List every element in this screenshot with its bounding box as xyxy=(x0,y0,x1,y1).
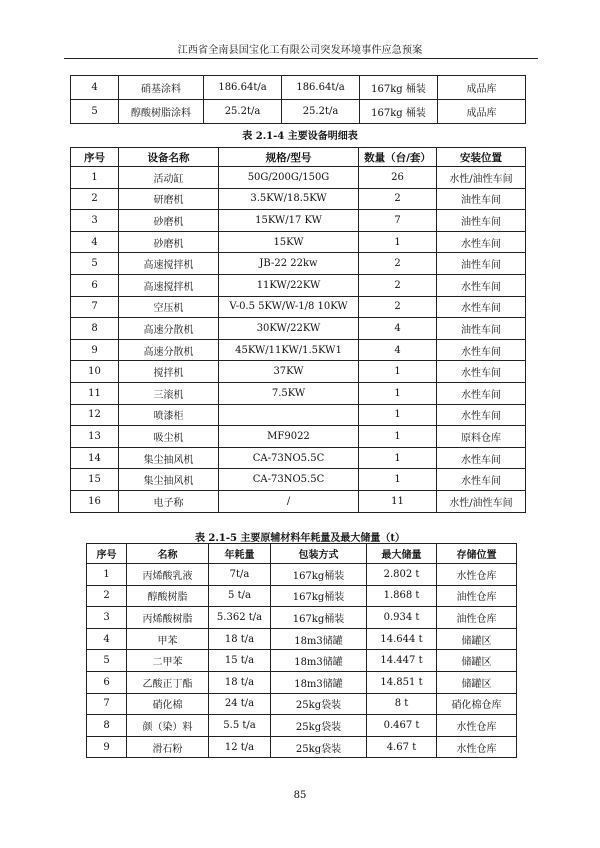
table-cell: 7 xyxy=(359,210,437,232)
table-row xyxy=(71,426,526,448)
table-row xyxy=(71,339,526,361)
table-cell: 2 xyxy=(359,253,437,275)
table-cell: 储罐区 xyxy=(437,650,517,672)
table-cell: V-0.5 5KW/W-1/8 10KW xyxy=(219,296,359,318)
table-cell: 油性车间 xyxy=(437,253,526,275)
table-cell: 水性仓库 xyxy=(437,715,517,737)
table-cell: 1 xyxy=(87,564,127,586)
table-cell: 高速分散机 xyxy=(119,318,219,340)
table-row xyxy=(71,404,526,426)
table-cell: 6 xyxy=(71,274,119,296)
table-cell: 16 xyxy=(71,490,119,512)
table-cell: 油性车间 xyxy=(437,318,526,340)
table-row xyxy=(87,650,517,672)
table-cell: 8 xyxy=(71,318,119,340)
table-cell: 1 xyxy=(359,361,437,383)
table-row xyxy=(71,188,526,210)
table-cell: 高速搅拌机 xyxy=(119,274,219,296)
page-number: 85 xyxy=(293,790,307,801)
table-row xyxy=(71,231,526,253)
table-cell: 水性车间 xyxy=(437,447,526,469)
table-cell: 醇酸树脂 xyxy=(127,585,209,607)
column-header: 安装位置 xyxy=(437,148,526,167)
table-cell: 1 xyxy=(359,404,437,426)
column-header: 序号 xyxy=(71,148,119,167)
table-cell: 25kg袋装 xyxy=(271,715,367,737)
table-cell: 9 xyxy=(87,736,127,758)
materials-table-continued xyxy=(70,75,526,124)
raw-materials-table xyxy=(86,543,517,758)
table-cell: 5 xyxy=(71,100,119,124)
table-cell: 储罐区 xyxy=(437,628,517,650)
table-cell: 1 xyxy=(359,447,437,469)
table-cell: 18 t/a xyxy=(209,628,271,650)
table-cell: 研磨机 xyxy=(119,188,219,210)
table-cell: 3 xyxy=(87,607,127,629)
table-cell: 1 xyxy=(359,382,437,404)
table-cell: 2 xyxy=(359,188,437,210)
table-cell: 11KW/22KW xyxy=(219,274,359,296)
table-cell: 1 xyxy=(71,167,119,189)
table-cell: 4 xyxy=(359,339,437,361)
table-cell: 集尘抽风机 xyxy=(119,469,219,491)
table-cell: 二甲苯 xyxy=(127,650,209,672)
table-cell: 4 xyxy=(71,231,119,253)
table-cell: 1 xyxy=(359,469,437,491)
table-cell: 25kg袋装 xyxy=(271,693,367,715)
column-header: 规格/型号 xyxy=(219,148,359,167)
table-cell: CA-73NO5.5C xyxy=(219,469,359,491)
table-cell: 18m3储罐 xyxy=(271,628,367,650)
table-cell: 167kg桶装 xyxy=(271,585,367,607)
table-cell: 硝化棉 xyxy=(127,693,209,715)
table-cell: 丙烯酸乳液 xyxy=(127,564,209,586)
column-header: 最大储量 xyxy=(367,544,437,564)
table-cell: 水性车间 xyxy=(437,231,526,253)
table-cell: 14.447 t xyxy=(367,650,437,672)
table-cell: 8 t xyxy=(367,693,437,715)
table-cell: 水性车间 xyxy=(437,469,526,491)
table-cell: 4 xyxy=(359,318,437,340)
table-row xyxy=(71,253,526,275)
table-cell: 砂磨机 xyxy=(119,210,219,232)
table-cell: 24 t/a xyxy=(209,693,271,715)
table-cell: 14.851 t xyxy=(367,671,437,693)
table-row xyxy=(87,671,517,693)
table-cell: 集尘抽风机 xyxy=(119,447,219,469)
table-cell: 14.644 t xyxy=(367,628,437,650)
table-cell: 2 xyxy=(359,296,437,318)
table-cell: 水性车间 xyxy=(437,274,526,296)
table-row xyxy=(71,296,526,318)
table-row xyxy=(87,693,517,715)
column-header: 数量（台/套） xyxy=(359,148,437,167)
table-cell: 水性车间 xyxy=(437,339,526,361)
table-cell: 167kg 桶装 xyxy=(360,76,438,100)
table-cell: 5 t/a xyxy=(209,585,271,607)
table-row xyxy=(87,607,517,629)
column-header: 设备名称 xyxy=(119,148,219,167)
table-cell: 0.934 t xyxy=(367,607,437,629)
table-cell: 12 xyxy=(71,404,119,426)
table-cell: 电子称 xyxy=(119,490,219,512)
table-cell: 25kg袋装 xyxy=(271,736,367,758)
table-cell: 滑石粉 xyxy=(127,736,209,758)
table-cell: 186.64t/a xyxy=(204,76,282,100)
table-cell: 硝化棉仓库 xyxy=(437,693,517,715)
table-cell: 14 xyxy=(71,447,119,469)
table-row xyxy=(71,274,526,296)
table-cell: 硝基涂料 xyxy=(119,76,204,100)
table-cell: 水性/油性车间 xyxy=(437,490,526,512)
table-cell: 3 xyxy=(71,210,119,232)
table-cell: 45KW/11KW/1.5KW1 xyxy=(219,339,359,361)
column-header: 包装方式 xyxy=(271,544,367,564)
table-cell: 167kg 桶装 xyxy=(360,100,438,124)
table-cell: 18m3储罐 xyxy=(271,650,367,672)
table-row xyxy=(71,382,526,404)
table-cell: 水性车间 xyxy=(437,382,526,404)
table-row xyxy=(87,564,517,586)
table-cell: 储罐区 xyxy=(437,671,517,693)
table-cell: 空压机 xyxy=(119,296,219,318)
table-cell: 油性车间 xyxy=(437,210,526,232)
table-cell: 水性车间 xyxy=(437,296,526,318)
table-cell: 11 xyxy=(359,490,437,512)
table-cell: 水性仓库 xyxy=(437,564,517,586)
table-cell: 5 xyxy=(71,253,119,275)
table-row xyxy=(87,628,517,650)
table-cell: 7 xyxy=(71,296,119,318)
table-cell: 15KW xyxy=(219,231,359,253)
equipment-table xyxy=(70,147,526,513)
table-cell: 高速搅拌机 xyxy=(119,253,219,275)
column-header: 存储位置 xyxy=(437,544,517,564)
table-cell: 1 xyxy=(359,231,437,253)
table-row xyxy=(71,361,526,383)
table-row xyxy=(71,490,526,512)
table-cell xyxy=(219,404,359,426)
table-cell: 7 xyxy=(87,693,127,715)
table-row xyxy=(87,585,517,607)
table-cell: 18m3储罐 xyxy=(271,671,367,693)
table-cell: 4 xyxy=(87,628,127,650)
table-cell: 18 t/a xyxy=(209,671,271,693)
table-cell: 7.5KW xyxy=(219,382,359,404)
table-cell: 15 t/a xyxy=(209,650,271,672)
table-cell: 26 xyxy=(359,167,437,189)
table-cell: 水性车间 xyxy=(437,361,526,383)
table-cell: 2 xyxy=(71,188,119,210)
table-cell: 水性车间 xyxy=(437,404,526,426)
table-cell: 搅拌机 xyxy=(119,361,219,383)
table-cell: 50G/200G/150G xyxy=(219,167,359,189)
table-cell: 吸尘机 xyxy=(119,426,219,448)
table-cell: 186.64t/a xyxy=(282,76,360,100)
table-cell: 5.362 t/a xyxy=(209,607,271,629)
table-cell: 水性仓库 xyxy=(437,736,517,758)
table-cell: 甲苯 xyxy=(127,628,209,650)
table-cell: 油性仓库 xyxy=(437,585,517,607)
table-cell: 7t/a xyxy=(209,564,271,586)
table-cell: 11 xyxy=(71,382,119,404)
table-cell: 高速分散机 xyxy=(119,339,219,361)
table-row xyxy=(87,736,517,758)
table-cell: 4 xyxy=(71,76,119,100)
table-cell: 25.2t/a xyxy=(282,100,360,124)
table-row xyxy=(71,447,526,469)
table-cell: 2.802 t xyxy=(367,564,437,586)
table-cell: 0.467 t xyxy=(367,715,437,737)
table-cell: 活动缸 xyxy=(119,167,219,189)
table-cell: 水性/油性车间 xyxy=(437,167,526,189)
table-cell: 喷漆柜 xyxy=(119,404,219,426)
table-cell: 12 t/a xyxy=(209,736,271,758)
table-cell: 167kg桶装 xyxy=(271,564,367,586)
table-cell: 10 xyxy=(71,361,119,383)
table-cell: 6 xyxy=(87,671,127,693)
table-cell: 油性仓库 xyxy=(437,607,517,629)
table-cell: 15 xyxy=(71,469,119,491)
header-rule xyxy=(64,58,538,59)
table-cell: 2 xyxy=(359,274,437,296)
table-row xyxy=(71,210,526,232)
table-cell: JB-22 22kw xyxy=(219,253,359,275)
table-row xyxy=(87,715,517,737)
table-row xyxy=(71,167,526,189)
table-row xyxy=(71,100,526,124)
table-cell: 成品库 xyxy=(438,76,526,100)
table-cell: 丙烯酸树脂 xyxy=(127,607,209,629)
table-cell: 9 xyxy=(71,339,119,361)
page-header: 江西省全南县国宝化工有限公司突发环境事件应急预案 xyxy=(177,45,423,56)
table-cell: 15KW/17 KW xyxy=(219,210,359,232)
table-cell: 颜（染）料 xyxy=(127,715,209,737)
table-cell: 2 xyxy=(87,585,127,607)
column-header: 名称 xyxy=(127,544,209,564)
table-cell: 13 xyxy=(71,426,119,448)
table-cell: / xyxy=(219,490,359,512)
table-cell: MF9022 xyxy=(219,426,359,448)
table-row xyxy=(71,318,526,340)
table-cell: 30KW/22KW xyxy=(219,318,359,340)
table-cell: 37KW xyxy=(219,361,359,383)
table-cell: 5 xyxy=(87,650,127,672)
table-row xyxy=(71,469,526,491)
table-cell: 油性车间 xyxy=(437,188,526,210)
table-cell: 1.868 t xyxy=(367,585,437,607)
table-cell: 8 xyxy=(87,715,127,737)
table-cell: 4.67 t xyxy=(367,736,437,758)
equipment-table-caption: 表 2.1-4 主要设备明细表 xyxy=(242,131,358,142)
table-cell: 167kg桶装 xyxy=(271,607,367,629)
table-cell: 砂磨机 xyxy=(119,231,219,253)
table-row xyxy=(71,76,526,100)
table-cell: 成品库 xyxy=(438,100,526,124)
table-cell: 三滚机 xyxy=(119,382,219,404)
table-cell: 25.2t/a xyxy=(204,100,282,124)
table-cell: 1 xyxy=(359,426,437,448)
table-cell: 5.5 t/a xyxy=(209,715,271,737)
table-cell: 原料仓库 xyxy=(437,426,526,448)
table-cell: 醇酸树脂涂料 xyxy=(119,100,204,124)
column-header: 年耗量 xyxy=(209,544,271,564)
table-cell: 3.5KW/18.5KW xyxy=(219,188,359,210)
raw-materials-table-caption: 表 2.1-5 主要原辅材料年耗量及最大储量（t） xyxy=(194,533,406,544)
column-header: 序号 xyxy=(87,544,127,564)
table-cell: CA-73NO5.5C xyxy=(219,447,359,469)
table-cell: 乙酸正丁酯 xyxy=(127,671,209,693)
